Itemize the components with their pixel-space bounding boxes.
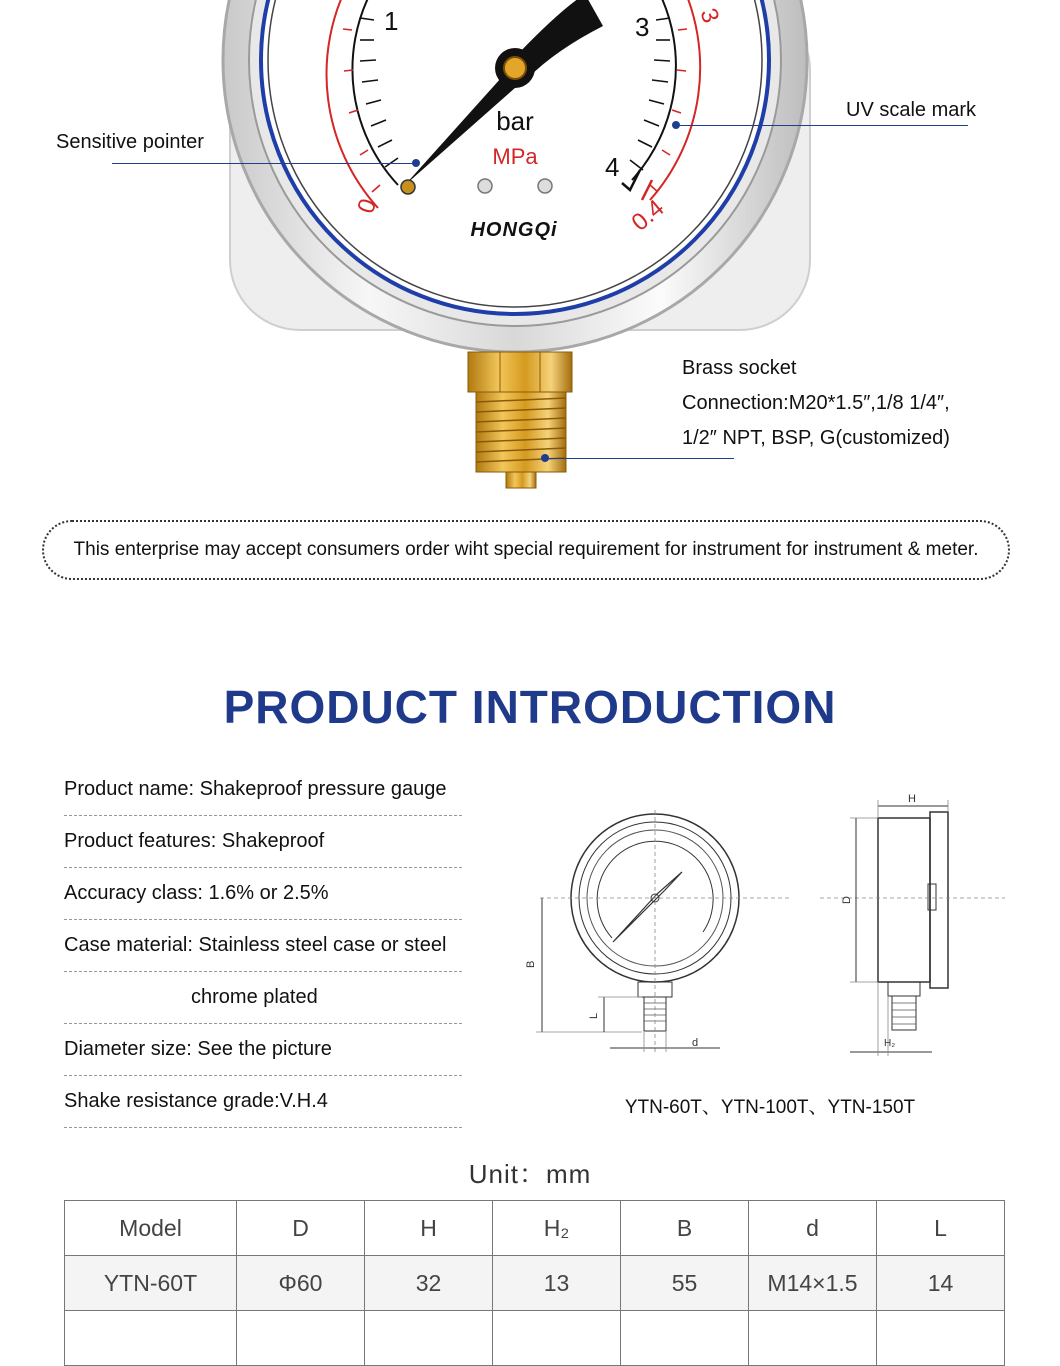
red-number-0-4: 0.4 bbox=[626, 194, 670, 237]
callout-brass-connection-2: 1/2″ NPT, BSP, G(customized) bbox=[682, 427, 950, 449]
callout-line-uv bbox=[676, 125, 968, 126]
spec-product-name: Product name: Shakeproof pressure gauge bbox=[64, 764, 462, 816]
dim-label-h: H bbox=[908, 793, 916, 805]
section-title: PRODUCT INTRODUCTION bbox=[223, 681, 837, 733]
notice-text: This enterprise may accept consumers order wiht special requirement for instrument for instrument & meter. bbox=[73, 539, 979, 560]
dimension-table bbox=[64, 1200, 1005, 1366]
callout-brass-title: Brass socket bbox=[682, 357, 797, 379]
dim-label-b: B bbox=[525, 960, 537, 968]
unit-mpa: MPa bbox=[492, 144, 538, 169]
notice-box bbox=[42, 520, 1010, 580]
dimension-diagram bbox=[520, 790, 1010, 1070]
table-cell: YTN-60T bbox=[65, 1256, 237, 1311]
callout-dot-brass bbox=[541, 454, 549, 462]
callout-line-brass bbox=[546, 458, 734, 459]
callout-dot-uv bbox=[672, 121, 680, 129]
models-caption: YTN-60T、YTN-100T、YTN-150T bbox=[624, 1097, 916, 1118]
table-cell: 32 bbox=[365, 1256, 493, 1311]
front-view bbox=[525, 810, 790, 1055]
callout-dot-pointer bbox=[412, 159, 420, 167]
table-cell: 14 bbox=[877, 1256, 1005, 1311]
spec-diameter-size: Diameter size: See the picture bbox=[64, 1024, 462, 1076]
table-header-cell: Model bbox=[65, 1201, 237, 1256]
table-cell: 13 bbox=[493, 1256, 621, 1311]
dim-label-l: L bbox=[588, 1012, 600, 1019]
unit-bar: bar bbox=[496, 106, 534, 136]
pointer-hub bbox=[504, 57, 526, 79]
dial-number-3: 3 bbox=[635, 12, 650, 42]
callout-uv-scale: UV scale mark bbox=[846, 99, 977, 121]
spec-case-material-cont: chrome plated bbox=[64, 972, 462, 1024]
gauge-illustration bbox=[0, 0, 1060, 500]
red-number-3: 3 bbox=[694, 4, 725, 27]
dim-label-h2: H₂ bbox=[884, 1038, 896, 1049]
table-header-cell: B bbox=[621, 1201, 749, 1256]
red-number-0: 0 bbox=[352, 195, 383, 218]
table-header-cell: H bbox=[365, 1201, 493, 1256]
dial-number-4: 4 bbox=[605, 152, 620, 182]
table-header-row bbox=[65, 1201, 1005, 1256]
unit-label: Unit：mm bbox=[468, 1159, 592, 1189]
dial-number-1: 1 bbox=[384, 6, 399, 36]
brand-logo: HONGQi bbox=[470, 219, 558, 241]
table-cell: 55 bbox=[621, 1256, 749, 1311]
callout-brass-connection-1: Connection:M20*1.5″,1/8 1/4″, bbox=[682, 392, 950, 414]
spec-shake-resistance: Shake resistance grade:V.H.4 bbox=[64, 1076, 462, 1128]
table-header-cell: L bbox=[877, 1201, 1005, 1256]
table-header-cell: H₂ bbox=[493, 1201, 621, 1256]
dim-label-d-small: d bbox=[692, 1037, 699, 1049]
dim-label-d: D bbox=[841, 896, 853, 904]
spec-product-features: Product features: Shakeproof bbox=[64, 816, 462, 868]
spec-case-material: Case material: Stainless steel case or steel bbox=[64, 920, 462, 972]
callout-line-pointer bbox=[112, 163, 416, 164]
table-row bbox=[65, 1256, 1005, 1311]
side-view bbox=[820, 793, 1005, 1056]
table-header-cell: D bbox=[237, 1201, 365, 1256]
callout-sensitive-pointer: Sensitive pointer bbox=[56, 131, 204, 153]
table-cell: M14×1.5 bbox=[749, 1256, 877, 1311]
brass-hex bbox=[468, 352, 572, 392]
spec-accuracy-class: Accuracy class: 1.6% or 2.5% bbox=[64, 868, 462, 920]
table-header-cell: d bbox=[749, 1201, 877, 1256]
table-cell: Φ60 bbox=[237, 1256, 365, 1311]
